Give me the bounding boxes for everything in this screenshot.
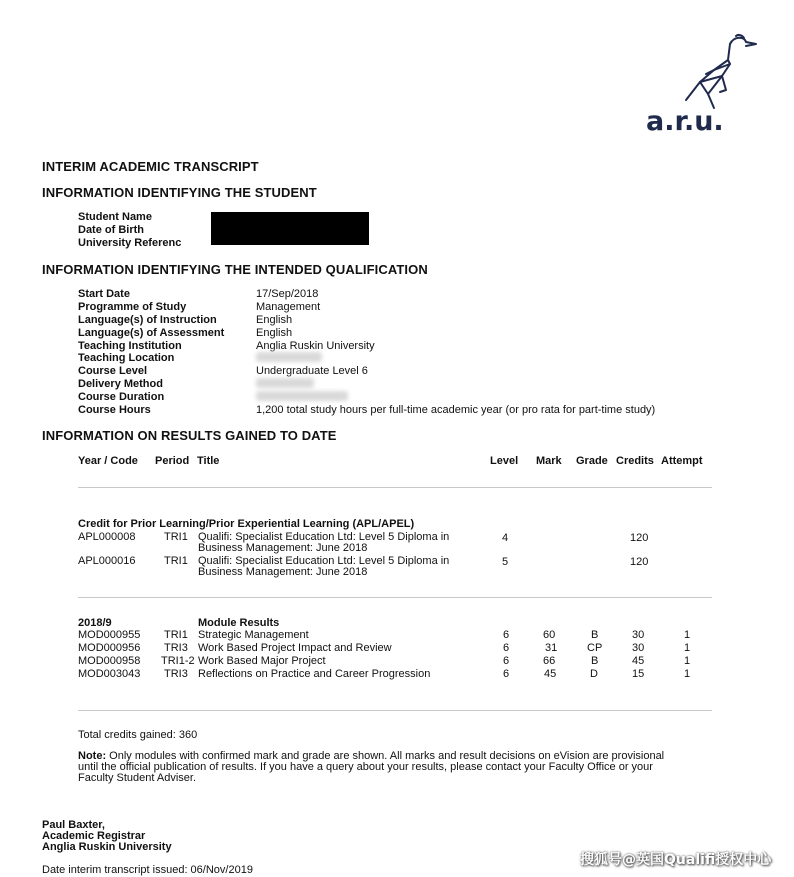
teaching-institution-value: Anglia Ruskin University	[256, 340, 375, 352]
col-grade: Grade	[576, 455, 608, 467]
row-mark: 31	[545, 642, 558, 654]
course-duration-label: Course Duration	[78, 391, 165, 403]
col-mark: Mark	[536, 455, 562, 467]
row-attempt: 1	[684, 655, 691, 667]
note-line-3: Faculty Student Adviser.	[78, 772, 197, 784]
row-credits: 120	[630, 556, 649, 568]
language-instruction-label: Language(s) of Instruction	[78, 314, 217, 326]
row-code: APL000016	[78, 555, 136, 567]
signatory-name: Paul Baxter,	[42, 819, 105, 831]
col-period: Period	[155, 455, 190, 467]
language-instruction-value: English	[256, 314, 293, 326]
student-section-heading: INFORMATION IDENTIFYING THE STUDENT	[42, 185, 317, 200]
note-line-2: until the official publication of results. If you have a query about your results, please contact your Faculty Office or your	[78, 761, 653, 773]
row-credits: 45	[632, 655, 645, 667]
language-assessment-label: Language(s) of Assessment	[78, 327, 225, 339]
row-code: MOD000958	[78, 655, 141, 667]
col-credits: Credits	[616, 455, 654, 467]
qualification-section-heading: INFORMATION IDENTIFYING THE INTENDED QUALIFICATION	[42, 262, 428, 277]
course-level-label: Course Level	[78, 365, 148, 377]
student-name-label: Student Name	[78, 211, 152, 223]
row-attempt: 1	[684, 668, 691, 680]
row-title: Work Based Major Project	[198, 655, 326, 667]
blurred-value	[256, 391, 348, 401]
teaching-institution-label: Teaching Institution	[78, 340, 182, 352]
row-title: Reflections on Practice and Career Progression	[198, 668, 431, 680]
row-period: TRI1	[164, 531, 188, 543]
academic-year-label: 2018/9	[78, 617, 112, 629]
row-grade: B	[591, 655, 599, 667]
total-credits: Total credits gained: 360	[78, 729, 198, 741]
col-title: Title	[197, 455, 220, 467]
col-year-code: Year / Code	[78, 455, 138, 467]
blurred-value	[256, 352, 322, 362]
row-code: MOD003043	[78, 668, 141, 680]
row-grade: CP	[587, 642, 603, 654]
row-grade: D	[590, 668, 598, 680]
row-credits: 30	[632, 629, 645, 641]
course-level-value: Undergraduate Level 6	[256, 365, 368, 377]
row-level: 6	[503, 629, 510, 641]
module-results-heading: Module Results	[198, 617, 280, 629]
row-period: TRI1	[164, 629, 188, 641]
row-period: TRI1	[164, 555, 188, 567]
heron-icon	[678, 30, 758, 112]
document-title: INTERIM ACADEMIC TRANSCRIPT	[42, 159, 259, 174]
row-level: 6	[503, 642, 510, 654]
row-mark: 60	[543, 629, 556, 641]
divider	[78, 597, 712, 598]
row-level: 4	[502, 532, 509, 544]
start-date-value: 17/Sep/2018	[256, 288, 319, 300]
row-grade: B	[591, 629, 599, 641]
start-date-label: Start Date	[78, 288, 130, 300]
row-title: Work Based Project Impact and Review	[198, 642, 392, 654]
row-title: Strategic Management	[198, 629, 309, 641]
row-code: APL000008	[78, 531, 136, 543]
aru-logo	[640, 30, 750, 140]
signatory-role: Academic Registrar	[42, 830, 146, 842]
course-hours-label: Course Hours	[78, 404, 151, 416]
note-label: Note:	[78, 750, 107, 762]
row-code: MOD000955	[78, 629, 141, 641]
delivery-method-label: Delivery Method	[78, 378, 163, 390]
university-reference-label: University Referenc	[78, 237, 182, 249]
row-title: Qualifi: Specialist Education Ltd: Level 5 Diploma in	[198, 555, 450, 567]
row-level: 5	[502, 556, 509, 568]
row-period: TRI3	[164, 668, 188, 680]
programme-label: Programme of Study	[78, 301, 187, 313]
teaching-location-label: Teaching Location	[78, 352, 175, 364]
row-level: 6	[503, 655, 510, 667]
col-attempt: Attempt	[661, 455, 703, 467]
course-hours-value: 1,200 total study hours per full-time academic year (or pro rata for part-time study)	[256, 404, 656, 416]
watermark: 搜狐号@英国Qualifi授权中心	[580, 852, 772, 868]
row-title-cont: Business Management: June 2018	[198, 566, 368, 578]
prior-learning-heading: Credit for Prior Learning/Prior Experiential Learning (APL/APEL)	[78, 518, 415, 530]
row-title: Qualifi: Specialist Education Ltd: Level 5 Diploma in	[198, 531, 450, 543]
row-mark: 45	[544, 668, 557, 680]
redaction-box	[211, 212, 369, 245]
row-mark: 66	[543, 655, 556, 667]
col-level: Level	[490, 455, 519, 467]
issue-date: Date interim transcript issued: 06/Nov/2019	[42, 864, 253, 876]
row-code: MOD000956	[78, 642, 141, 654]
divider	[78, 710, 712, 711]
row-attempt: 1	[684, 629, 691, 641]
blurred-value	[256, 378, 314, 388]
note-text: Only modules with confirmed mark and grade are shown. All marks and result decisions on eVision are provisional	[109, 750, 665, 762]
row-level: 6	[503, 668, 510, 680]
row-attempt: 1	[684, 642, 691, 654]
signatory-org: Anglia Ruskin University	[42, 841, 172, 853]
row-credits: 120	[630, 532, 649, 544]
language-assessment-value: English	[256, 327, 293, 339]
divider	[78, 487, 712, 488]
results-section-heading: INFORMATION ON RESULTS GAINED TO DATE	[42, 428, 337, 443]
programme-value: Management	[256, 301, 321, 313]
dob-label: Date of Birth	[78, 224, 144, 236]
row-credits: 30	[632, 642, 645, 654]
row-credits: 15	[632, 668, 645, 680]
row-period: TRI3	[164, 642, 188, 654]
row-title-cont: Business Management: June 2018	[198, 542, 368, 554]
logo-wordmark: a.r.u.	[646, 106, 724, 137]
row-period: TRI1-2	[161, 655, 195, 667]
